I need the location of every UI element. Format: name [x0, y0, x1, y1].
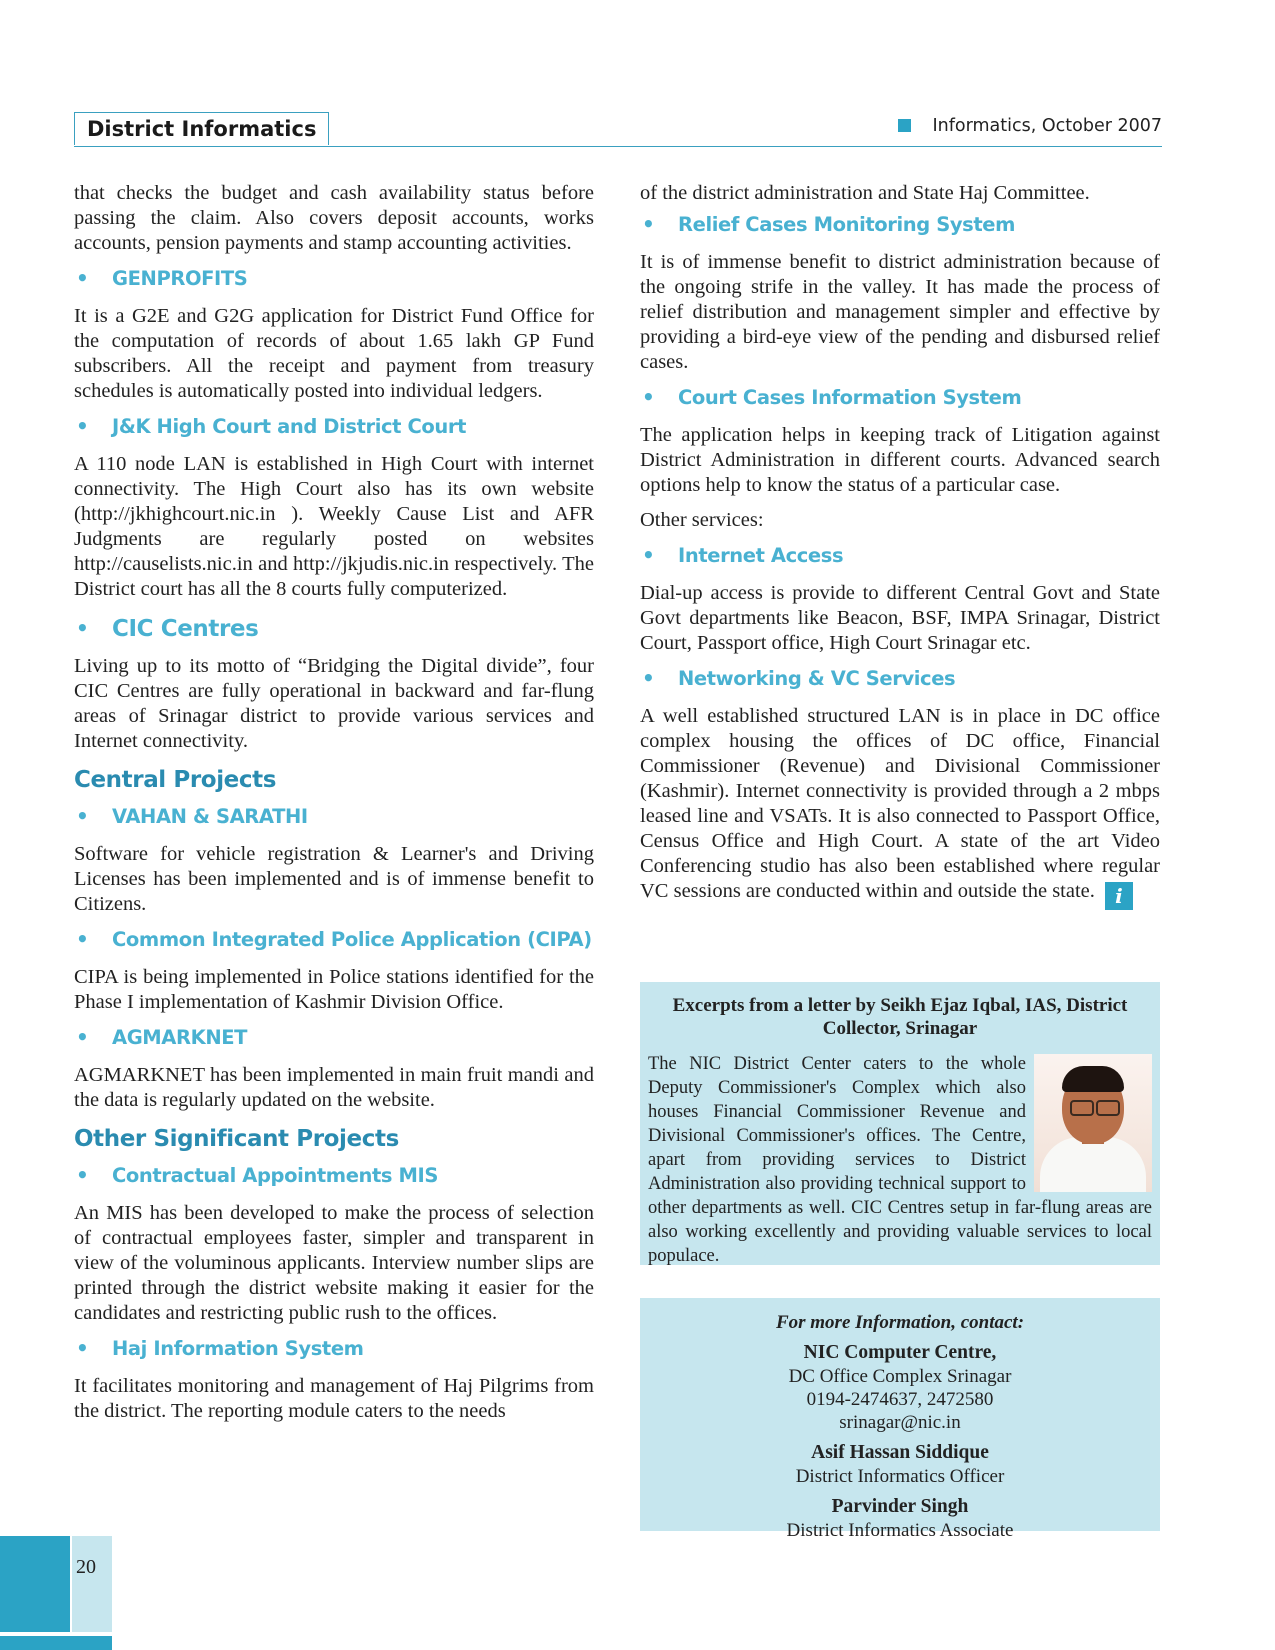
- collector-photo: [1034, 1054, 1152, 1192]
- cic-text: Living up to its motto of “Bridging the Digital divide”, four CIC Centres are fully operational in backward and far-flung areas of Srinagar district to provide various services and Internet connectivity.: [74, 655, 594, 752]
- page-footer: [0, 1536, 112, 1650]
- contact-address: DC Office Complex Srinagar: [788, 1366, 1012, 1387]
- contact-role-1: District Informatics Officer: [795, 1466, 1005, 1487]
- letter-body: The NIC District Center caters to the whole Deputy Commissioner's Complex which also houses Financial Commissioner Revenue and Divisional Commissioner's offices. The Centre, apart from providing services to District Administration also providing technical support to other departments as well. CIC Centres setup in far-flung areas are also working excellently and providing valuable services to local populace.: [648, 1054, 1152, 1266]
- contact-box: [640, 1298, 1160, 1541]
- contact-person-2: Parvinder Singh: [831, 1496, 969, 1517]
- contact-email: srinagar@nic.in: [839, 1412, 961, 1433]
- networking-body: A well established structured LAN is in place in DC office complex housing the offices of DC office, Financial Commissioner (Revenue) and Divisional Commissioner (Kashmir). Internet connectivity is provided through a 2 mbps leased line and VSATs. It is also connected to Passport Office, Census Office and High Court. A state of the art Video Conferencing studio has also been established where regular VC sessions are conducted within and outside the state.: [640, 705, 1160, 902]
- other-projects-heading: Other Significant Projects: [74, 1126, 399, 1152]
- contact-role-2: District Informatics Associate: [786, 1520, 1014, 1541]
- issue-label: [898, 116, 1163, 136]
- contractual-heading: • Contractual Appointments MIS: [74, 1163, 594, 1189]
- letter-title: Excerpts from a letter by Seikh Ejaz Iqbal, IAS, District Collector, Srinagar: [672, 995, 1128, 1039]
- contact-person-1: Asif Hassan Siddique: [811, 1442, 989, 1463]
- info-icon: i: [1105, 882, 1133, 910]
- other-services-label: Other services:: [640, 509, 764, 531]
- genprofits-text: It is a G2E and G2G application for District Fund Office for the computation of records of about 1.65 lakh GP Fund subscribers. All the receipt and payment from treasury schedules is automatically posted into individual ledgers.: [74, 305, 594, 402]
- court-cases-text: The application helps in keeping track of Litigation against District Administration in different courts. Advanced search options help to know the status of a particular case.: [640, 424, 1160, 496]
- cipa-text: CIPA is being implemented in Police stations identified for the Phase I implementation of Kashmir Division Office.: [74, 966, 594, 1013]
- internet-access-text: Dial-up access is provide to different Central Govt and State Govt departments like Beacon, BSF, IMPA Srinagar, District Court, Passport office, High Court Srinagar etc.: [640, 582, 1160, 654]
- contractual-text: An MIS has been developed to make the process of selection of contractual employees faster, simpler and transparent in view of the voluminous applicants. Interview number slips are printed through the district website making it easier for the candidates and restricting public rush to the offices.: [74, 1202, 594, 1324]
- letter-box: [640, 982, 1160, 1265]
- page-header: [74, 112, 1162, 147]
- networking-heading: • Networking & VC Services: [640, 666, 1160, 692]
- section-title: District Informatics: [74, 112, 329, 145]
- letter-body-wrap: [648, 1052, 1152, 1268]
- jk-court-heading: • J&K High Court and District Court: [74, 414, 594, 440]
- haj-text: It facilitates monitoring and management of Haj Pilgrims from the district. The reporting module caters to the needs: [74, 1375, 594, 1422]
- agmarknet-heading: • AGMARKNET: [74, 1025, 594, 1051]
- jk-court-text: A 110 node LAN is established in High Court with internet connectivity. The High Court also has its own website (http://jkhighcourt.nic.in ). Weekly Cause List and AFR Judgments are regularly posted on websites http://causelists.nic.in and http://jkjudis.nic.in respectively. The District court has all the 8 courts fully computerized.: [74, 453, 594, 600]
- genprofits-heading: • GENPROFITS: [74, 266, 594, 292]
- haj-heading: • Haj Information System: [74, 1336, 594, 1362]
- haj-continuation: of the district administration and State Haj Committee.: [640, 182, 1090, 204]
- vahan-text: Software for vehicle registration & Learner's and Driving Licenses has been implemented and is of immense benefit to Citizens.: [74, 843, 594, 915]
- relief-text: It is of immense benefit to district administration because of the ongoing strife in the valley. It has made the process of relief distribution and management simpler and effective by providing a bird-eye view of the pending and disbursed relief cases.: [640, 251, 1160, 373]
- issue-text: Informatics, October 2007: [932, 116, 1162, 136]
- relief-heading: • Relief Cases Monitoring System: [640, 212, 1160, 238]
- court-cases-heading: • Court Cases Information System: [640, 385, 1160, 411]
- cipa-heading: • Common Integrated Police Application (CIPA): [74, 927, 594, 953]
- right-column: [640, 181, 1160, 920]
- vahan-heading: • VAHAN & SARATHI: [74, 804, 594, 830]
- left-column: [74, 181, 594, 1434]
- page-number: 20: [76, 1556, 96, 1578]
- contact-phone: 0194-2474637, 2472580: [806, 1389, 994, 1410]
- intro-paragraph: that checks the budget and cash availability status before passing the claim. Also covers deposit accounts, works accounts, pension payments and stamp accounting activities.: [74, 182, 594, 254]
- agmarknet-text: AGMARKNET has been implemented in main fruit mandi and the data is regularly updated on the website.: [74, 1064, 594, 1111]
- networking-text: [640, 704, 1160, 910]
- internet-access-heading: • Internet Access: [640, 543, 1160, 569]
- square-icon: [898, 119, 911, 132]
- central-projects-heading: Central Projects: [74, 767, 277, 793]
- cic-heading: • CIC Centres: [74, 616, 594, 642]
- contact-title: For more Information, contact:: [775, 1312, 1025, 1333]
- contact-org: NIC Computer Centre,: [803, 1342, 997, 1363]
